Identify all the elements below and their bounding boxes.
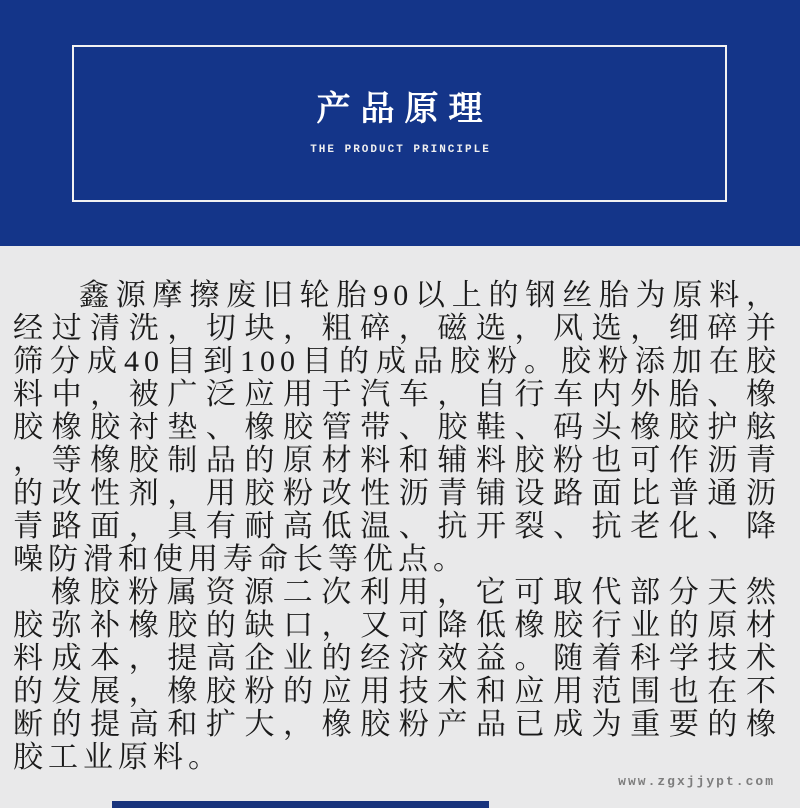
page-title: 产品原理 [316,89,493,128]
text-line: 料成本，提高企业的经济效益。随着科学技术 [13,642,781,675]
text-line: 青路面，具有耐高低温、抗开裂、抗老化、降 [13,510,781,543]
paragraph-1 [13,279,781,576]
text-line: 筛分成40目到100目的成品胶粉。胶粉添加在胶 [13,345,781,378]
paragraph-2 [13,576,781,774]
text-line: 胶工业原料。 [13,741,223,774]
site-watermark: www.zgxjjypt.com [618,774,775,789]
text-line: 的改性剂，用胶粉改性沥青铺设路面比普通沥 [13,477,781,510]
text-line: 的发展，橡胶粉的应用技术和应用范围也在不 [13,675,781,708]
text-line: 橡胶粉属资源二次利用，它可取代部分天然 [51,576,781,609]
text-line: 鑫源摩擦废旧轮胎90以上的钢丝胎为原料， [79,279,781,312]
description-text [0,246,800,774]
text-line: 料中，被广泛应用于汽车，自行车内外胎、橡 [13,378,781,411]
text-line: 噪防滑和使用寿命长等优点。 [13,543,468,576]
text-line: 断的提高和扩大，橡胶粉产品已成为重要的橡 [13,708,781,741]
title-border-box [72,45,727,202]
bottom-accent-bar [112,801,489,808]
text-line: 胶橡胶衬垫、橡胶管带、胶鞋、码头橡胶护舷 [13,411,781,444]
text-line: 胶弥补橡胶的缺口，又可降低橡胶行业的原材 [13,609,781,642]
text-line: ，等橡胶制品的原材料和辅料胶粉也可作沥青 [13,444,781,477]
text-line: 经过清洗，切块，粗碎，磁选，风选，细碎并 [13,312,781,345]
page-subtitle: THE PRODUCT PRINCIPLE [310,144,491,157]
header-banner [0,0,800,246]
